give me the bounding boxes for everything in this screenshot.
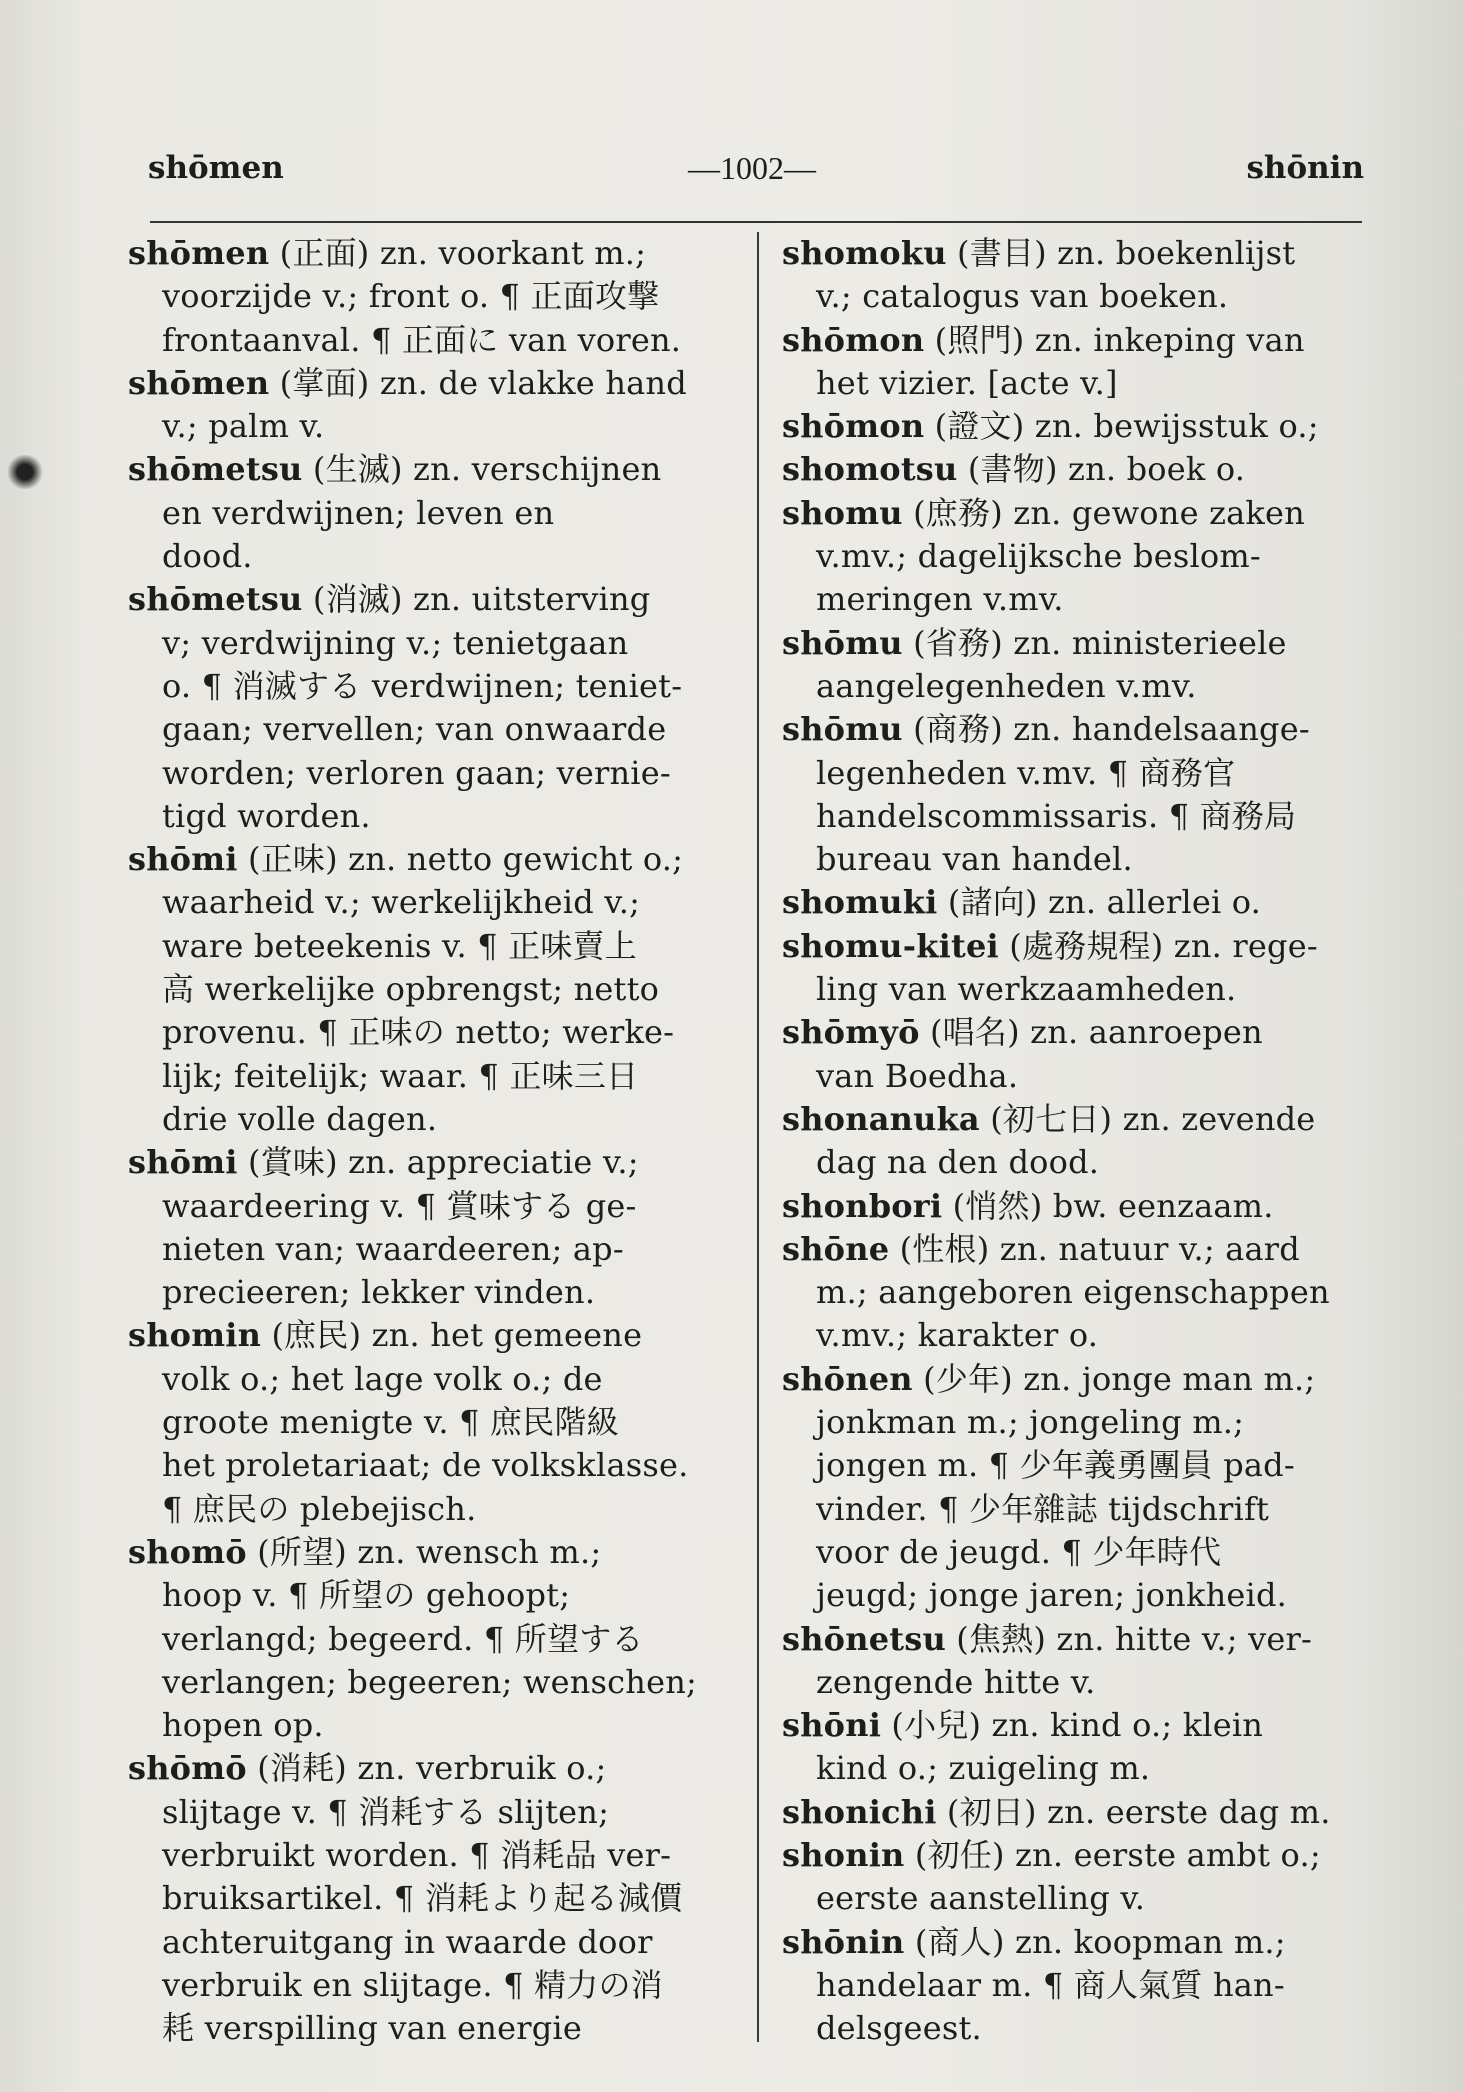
entry-continuation-line: lijk; feitelijk; waar. ¶ 正味三日 [162,1056,639,1095]
entry-line: shōmi (正味) zn. netto gewicht o.; [128,840,684,879]
entry-line: shomu (庶務) zn. gewone zaken [782,493,1305,532]
entry-continuation-line: zengende hitte v. [816,1662,1096,1701]
entry-continuation-line: hopen op. [162,1706,324,1745]
headword: shonbori [782,1186,943,1225]
headword: shōne [782,1229,890,1268]
entry-line: shomotsu (書物) zn. boek o. [782,450,1246,489]
headword: shōmi [128,1143,238,1182]
headword: shōmu [782,710,903,749]
entry-continuation-line: jongen m. ¶ 少年義勇團員 pad- [816,1446,1295,1485]
entry-line: shōmon (照門) zn. inkeping van [782,320,1305,359]
left-column [128,232,734,2050]
ink-smudge [6,455,44,489]
headword: shōmetsu [128,580,303,619]
entry-continuation-line: bruiksartikel. ¶ 消耗より起る減價 [162,1879,683,1918]
entry-line: shōmetsu (消滅) zn. uitsterving [128,580,651,619]
entry-continuation-line: tigd worden. [162,796,371,835]
headword: shōnetsu [782,1619,946,1658]
entry-line: shōmyō (唱名) zn. aanroepen [782,1013,1263,1052]
entry-continuation-line: o. ¶ 消滅する verdwijnen; teniet- [162,666,683,705]
entry-continuation-line: volk o.; het lage volk o.; de [162,1359,603,1398]
headword: shōni [782,1706,882,1745]
entry-continuation-line: frontaanval. ¶ 正面に van voren. [162,320,682,359]
entry-continuation-line: groote menigte v. ¶ 庶民階級 [162,1403,619,1442]
entry-continuation-line: v.; palm v. [162,407,325,446]
entry-continuation-line: voor de jeugd. ¶ 少年時代 [816,1532,1222,1571]
entry-continuation-line: delsgeest. [816,2009,982,2048]
entry-line: shōmon (證文) zn. bewijsstuk o.; [782,407,1319,446]
entry-continuation-line: dag na den dood. [816,1143,1100,1182]
entry-continuation-line: waardeering v. ¶ 賞味する ge- [162,1186,637,1225]
entry-continuation-line: achteruitgang in waarde door [162,1922,653,1961]
entry-line: shōmen (掌面) zn. de vlakke hand [128,363,687,402]
entry-line: shōne (性根) zn. natuur v.; aard [782,1229,1300,1268]
entry-continuation-line: jonkman m.; jongeling m.; [816,1403,1245,1442]
entry-continuation-line: precieeren; lekker vinden. [162,1273,596,1312]
entry-continuation-line: meringen v.mv. [816,580,1064,619]
entry-line: shōmi (賞味) zn. appreciatie v.; [128,1143,639,1182]
headword: shomotsu [782,450,958,489]
headword: shomu [782,493,903,532]
entry-continuation-line: jeugd; jonge jaren; jonkheid. [816,1576,1288,1615]
column-divider [757,232,759,2042]
entry-line: shōmō (消耗) zn. verbruik o.; [128,1749,607,1788]
headword: shōmō [128,1749,247,1788]
entry-line: shōmen (正面) zn. voorkant m.; [128,234,647,272]
headword: shōmu [782,623,903,662]
entry-continuation-line: ling van werkzaamheden. [816,970,1237,1009]
headword: shōmen [128,234,270,272]
entry-continuation-line: v; verdwijning v.; tenietgaan [162,623,629,662]
headword: shomuki [782,883,938,922]
headword: shōnen [782,1359,913,1398]
entry-continuation-line: verbruikt worden. ¶ 消耗品 ver- [162,1835,672,1874]
entry-continuation-line: vinder. ¶ 少年雜誌 tijdschrift [816,1489,1270,1528]
running-header [148,150,1364,196]
entry-continuation-line: m.; aangeboren eigenschappen [816,1273,1330,1312]
entry-line: shomu-kitei (處務規程) zn. rege- [782,926,1318,965]
entry-continuation-line: ¶ 庶民の plebejisch. [162,1489,477,1528]
headword: shōmon [782,320,925,359]
headword: shōmyō [782,1013,920,1052]
entry-continuation-line: legenheden v.mv. ¶ 商務官 [816,753,1236,792]
entry-continuation-line: nieten van; waardeeren; ap- [162,1229,624,1268]
headword: shonin [782,1835,905,1874]
entry-line: shōnen (少年) zn. jonge man m.; [782,1359,1316,1398]
entry-continuation-line: handelaar m. ¶ 商人氣質 han- [816,1965,1285,2004]
header-rule [150,221,1362,223]
entry-continuation-line: 耗 verspilling van energie [162,2009,582,2048]
entry-line: shonanuka (初七日) zn. zevende [782,1099,1316,1138]
entry-continuation-line: v.; catalogus van boeken. [816,277,1229,316]
headword: shomin [128,1316,262,1355]
entry-line: shonichi (初日) zn. eerste dag m. [782,1792,1331,1831]
headword: shōmen [128,363,270,402]
header-right-guideword: shōnin [1246,150,1364,186]
entry-continuation-line: gaan; vervellen; van onwaarde [162,710,667,749]
entry-continuation-line: waarheid v.; werkelijkheid v.; [162,883,641,922]
entry-continuation-line: van Boedha. [816,1056,1019,1095]
entry-continuation-line: bureau van handel. [816,840,1133,879]
entry-line: shōmetsu (生滅) zn. verschijnen [128,450,662,489]
headword: shonichi [782,1792,937,1831]
entry-continuation-line: voorzijde v.; front o. ¶ 正面攻撃 [162,277,660,316]
entry-line: shomō (所望) zn. wensch m.; [128,1532,602,1571]
entry-continuation-line: dood. [162,537,253,576]
entry-continuation-line: drie volle dagen. [162,1099,438,1138]
headword: shōmon [782,407,925,446]
entry-continuation-line: hoop v. ¶ 所望の gehoopt; [162,1576,571,1615]
entry-line: shomin (庶民) zn. het gemeene [128,1316,643,1355]
right-column [782,232,1377,2050]
entry-continuation-line: aangelegenheden v.mv. [816,666,1197,705]
entry-continuation-line: slijtage v. ¶ 消耗する slijten; [162,1792,610,1831]
entry-continuation-line: het vizier. [acte v.] [816,363,1118,402]
entry-continuation-line: 高 werkelijke opbrengst; netto [162,970,660,1009]
entry-continuation-line: kind o.; zuigeling m. [816,1749,1151,1788]
headword: shomoku [782,234,947,272]
entry-line: shomuki (諸向) zn. allerlei o. [782,883,1262,922]
entry-continuation-line: verlangd; begeerd. ¶ 所望する [162,1619,644,1658]
entry-line: shōmu (省務) zn. ministerieele [782,623,1287,662]
entry-line: shomoku (書目) zn. boekenlijst [782,234,1296,272]
entry-continuation-line: handelscommissaris. ¶ 商務局 [816,796,1297,835]
entry-line: shonbori (悄然) bw. eenzaam. [782,1186,1274,1225]
header-left-guideword: shōmen [148,150,284,186]
headword: shōmi [128,840,238,879]
entry-continuation-line: v.mv.; dagelijksche beslom- [816,537,1261,576]
entry-continuation-line: het proletariaat; de volksklasse. [162,1446,689,1485]
headword: shomō [128,1532,247,1571]
entry-continuation-line: eerste aanstelling v. [816,1879,1146,1918]
entry-line: shōni (小兒) zn. kind o.; klein [782,1706,1264,1745]
entry-continuation-line: v.mv.; karakter o. [816,1316,1099,1355]
entry-continuation-line: ware beteekenis v. ¶ 正味賣上 [162,926,637,965]
entry-continuation-line: verlangen; begeeren; wenschen; [162,1662,698,1701]
entry-line: shōnetsu (焦熱) zn. hitte v.; ver- [782,1619,1313,1658]
entry-line: shonin (初任) zn. eerste ambt o.; [782,1835,1321,1874]
entry-continuation-line: worden; verloren gaan; vernie- [162,753,671,792]
page-number: —1002— [688,150,816,186]
headword: shomu-kitei [782,926,999,965]
entry-line: shōnin (商人) zn. koopman m.; [782,1922,1286,1961]
headword: shōnin [782,1922,905,1961]
entry-continuation-line: verbruik en slijtage. ¶ 精力の消 [162,1965,663,2004]
headword: shonanuka [782,1099,980,1138]
entry-line: shōmu (商務) zn. handelsaange- [782,710,1310,749]
entry-continuation-line: en verdwijnen; leven en [162,493,555,532]
entry-continuation-line: provenu. ¶ 正味の netto; werke- [162,1013,675,1052]
headword: shōmetsu [128,450,303,489]
